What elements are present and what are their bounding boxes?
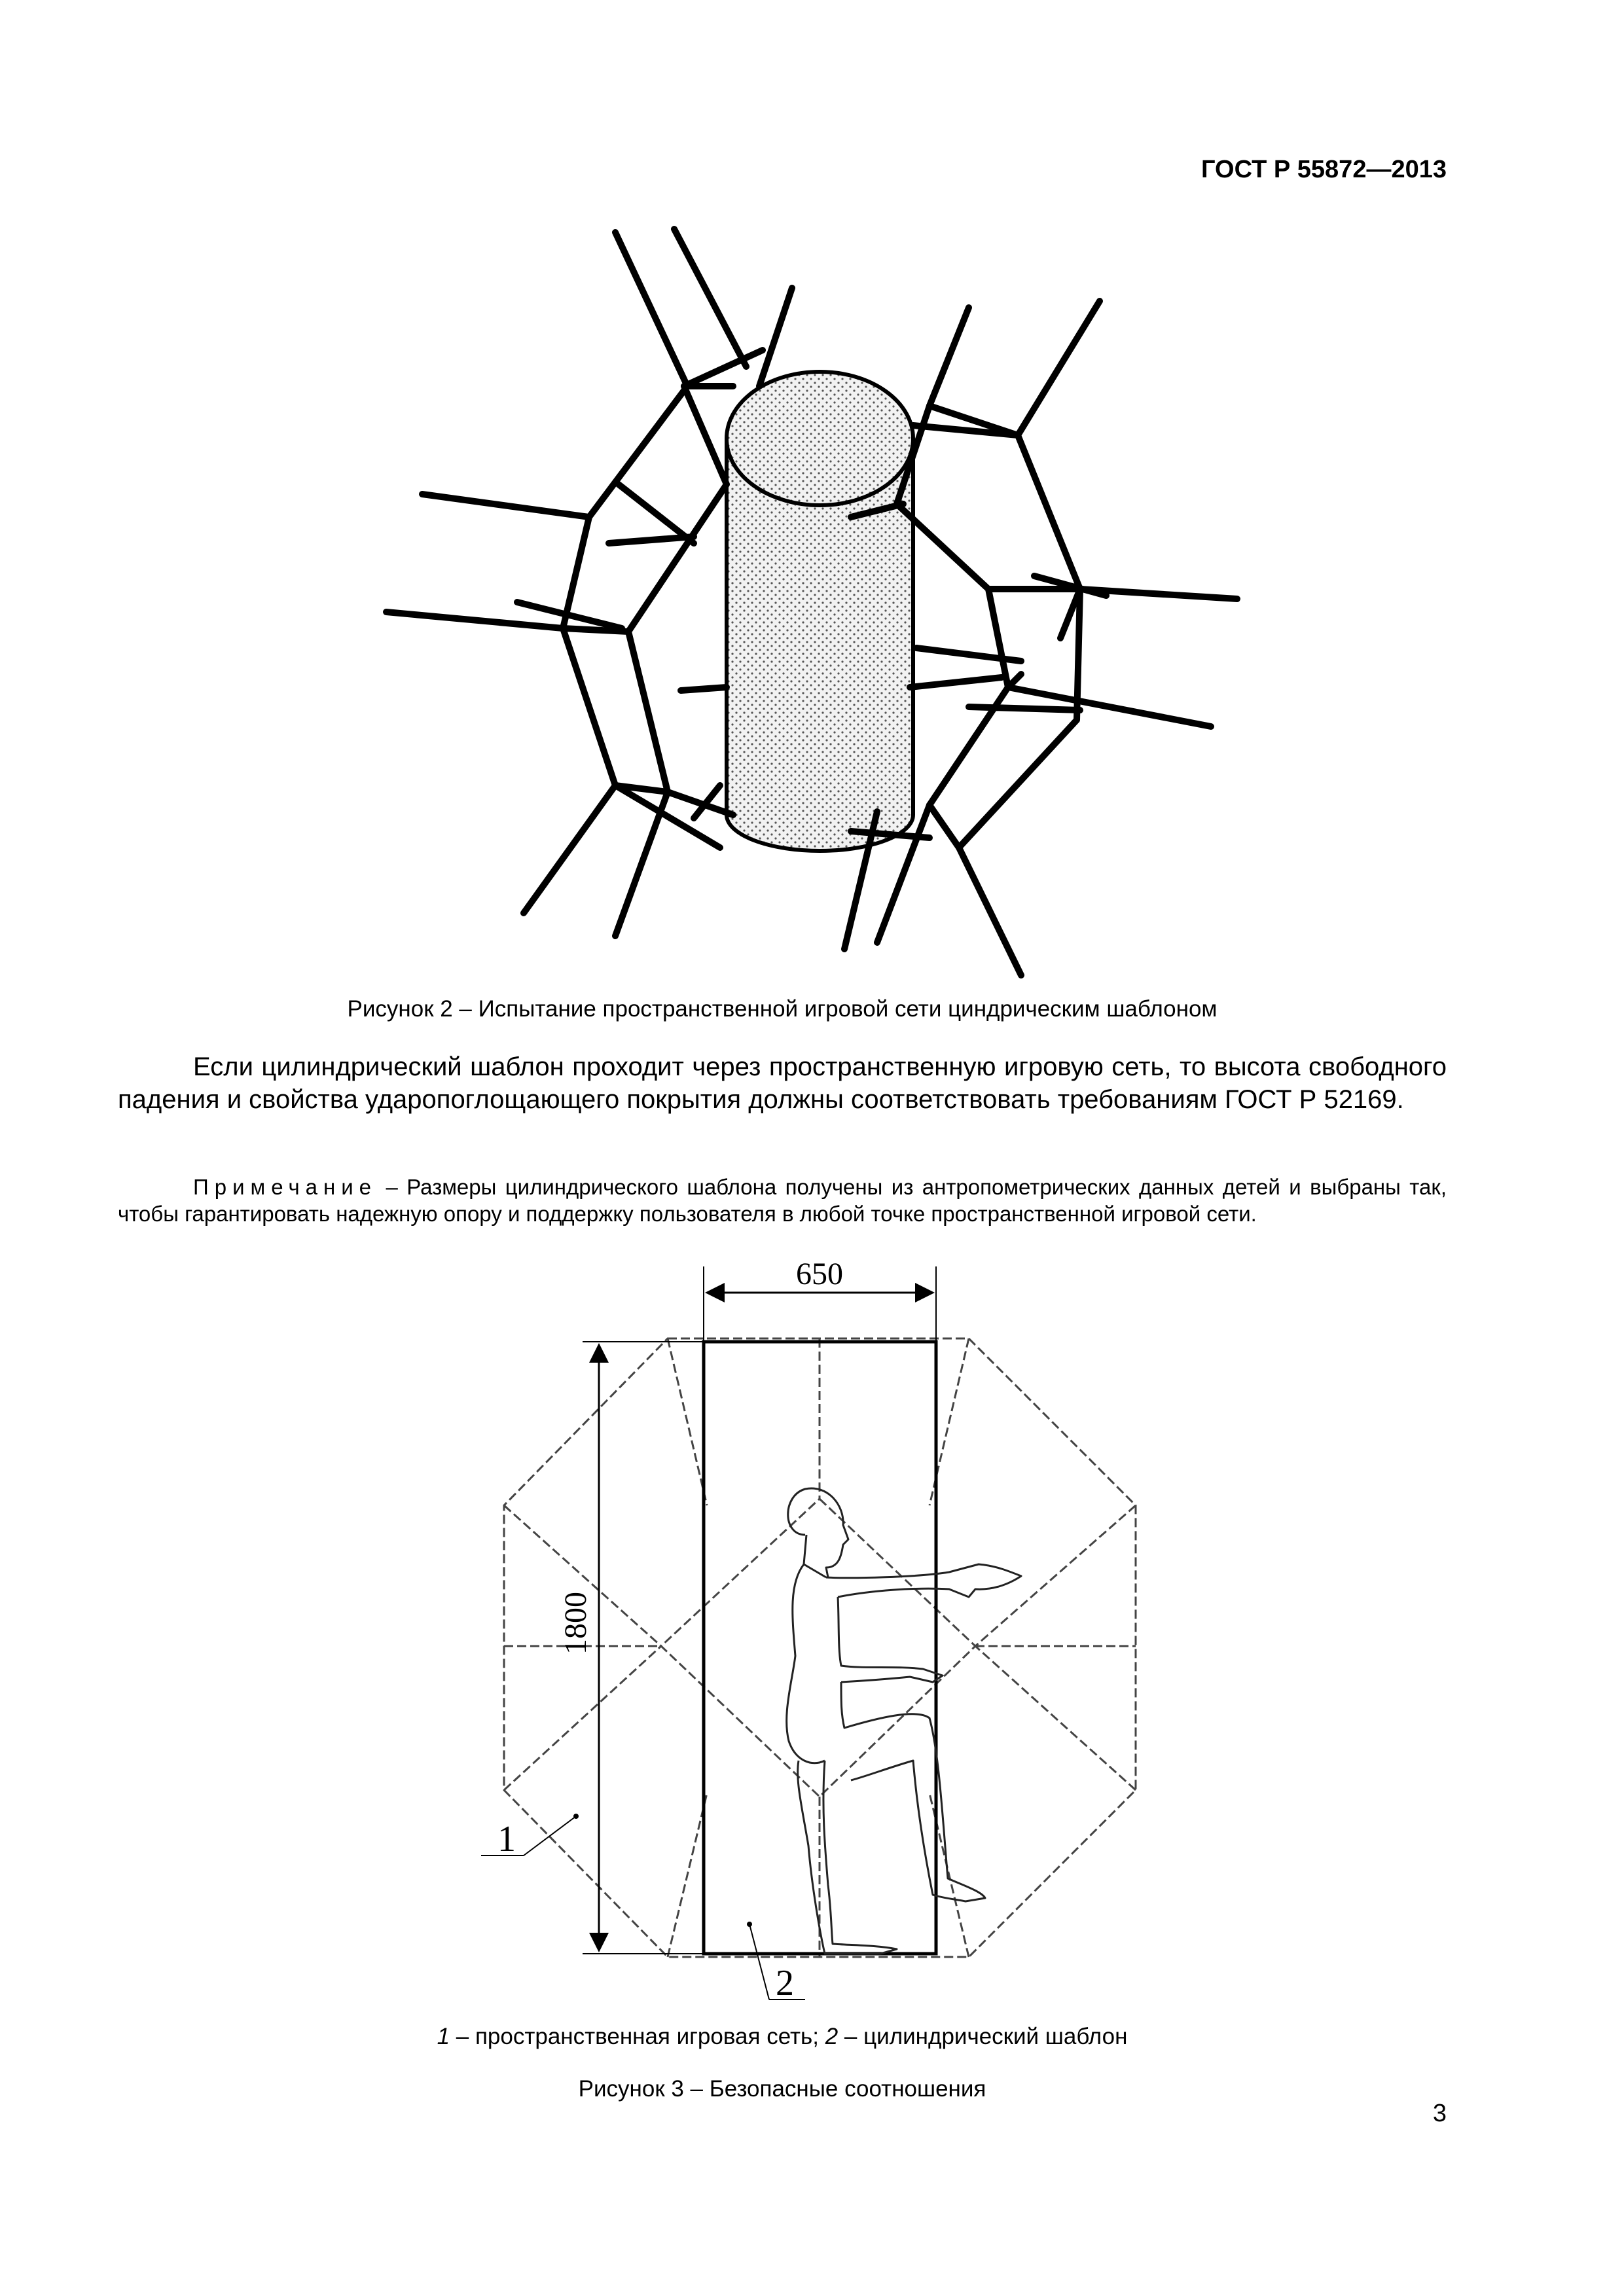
callout-2-dot — [747, 1922, 752, 1927]
figure-2-net-drawing — [367, 209, 1270, 1001]
callout-1-dot — [573, 1814, 579, 1819]
legend-2-number: 2 — [825, 2024, 839, 2049]
figure-3-legend — [118, 2024, 1447, 2050]
note-text: – Размеры цилиндрического шаблона получены из антропометрических данных детей и выбраны так, чтобы гарантировать надежную опору и поддержку пользователя в любой точке пространственной игровой сети. — [118, 1175, 1447, 1226]
cylinder-template — [727, 372, 913, 851]
note-paragraph — [118, 1174, 1447, 1227]
dimension-height-label: 1800 — [558, 1592, 593, 1655]
figure-3-drawing — [458, 1250, 1139, 2016]
standard-code: ГОСТ Р 55872—2013 — [1201, 156, 1447, 183]
legend-1-number: 1 — [437, 2024, 450, 2049]
figure-3-caption: Рисунок 3 – Безопасные соотношения — [578, 2076, 986, 2102]
callout-2-label: 2 — [776, 1963, 794, 2003]
dimension-width-label: 650 — [796, 1257, 843, 1291]
page-number: 3 — [1432, 2100, 1447, 2127]
figure-2-caption: Рисунок 2 – Испытание пространственной игровой сети циндрическим шаблоном — [347, 996, 1218, 1022]
callout-1-label: 1 — [497, 1819, 516, 1859]
legend-1-text: – пространственная игровая сеть; — [450, 2024, 825, 2049]
human-figure — [787, 1488, 1021, 1954]
note-label: Примечание — [193, 1175, 378, 1199]
body-paragraph: Если цилиндрический шаблон проходит через пространственную игровую сеть, то высота свободного падения и свойства ударопоглощающего покрытия должны соответствовать требованиям ГОСТ Р 52169. — [118, 1052, 1447, 1114]
legend-2-text: – цилиндрический шаблон — [838, 2024, 1128, 2049]
